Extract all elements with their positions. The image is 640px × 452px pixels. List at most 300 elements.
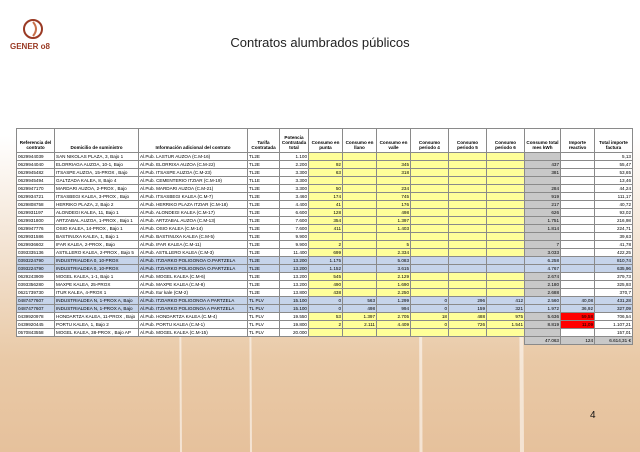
page-number: 4 — [590, 410, 596, 421]
table-cell: 345 — [377, 161, 411, 169]
table-cell: 4.409 — [377, 321, 411, 329]
table-cell: 2.180 — [525, 281, 561, 289]
table-cell: 11.400 — [280, 249, 309, 257]
table-cell: 437 — [525, 161, 561, 169]
table-cell — [487, 273, 525, 281]
table-cell: 13,46 — [595, 177, 633, 185]
total-reactivo: 124 — [561, 337, 595, 345]
column-header: Consumo periodo 4 — [411, 129, 449, 153]
table-cell: 2.674 — [525, 273, 561, 281]
column-header: Información adicional del contrato — [139, 129, 248, 153]
table-cell: 44,24 — [595, 185, 633, 193]
table-cell — [487, 185, 525, 193]
table-cell: 1.107,21 — [595, 321, 633, 329]
table-cell: Al.Pub. ASTILLERO KALEA (C.M-3) — [139, 249, 248, 257]
table-cell: 111,17 — [595, 193, 633, 201]
table-cell: 327,09 — [595, 305, 633, 313]
table-cell: 39,63 — [595, 233, 633, 241]
table-cell — [309, 233, 343, 241]
table-cell: TL2E — [248, 273, 280, 281]
table-cell: 5 — [377, 241, 411, 249]
table-cell: 994 — [377, 305, 411, 313]
table-cell — [343, 289, 377, 297]
empty-cell — [55, 337, 139, 345]
table-cell: Al.Pub. ITSASBEGI KALEA (C.M-7) — [139, 193, 248, 201]
table-cell: 563 — [343, 297, 377, 305]
table-cell: 0629947170 — [17, 185, 55, 193]
table-row — [17, 185, 633, 193]
table-cell — [487, 209, 525, 217]
table-cell — [487, 225, 525, 233]
table-cell — [343, 193, 377, 201]
table-cell: 0629947776 — [17, 225, 55, 233]
table-cell: 3.300 — [280, 169, 309, 177]
table-row — [17, 273, 633, 281]
table-cell: 5.083 — [377, 257, 411, 265]
table-cell — [561, 217, 595, 225]
table-cell: ITSASPE AUZOA, 15-PROX , Bajo — [55, 169, 139, 177]
table-cell — [561, 185, 595, 193]
table-cell — [487, 161, 525, 169]
table-cell: Al.Pub. Itur kale (CM-2) — [139, 289, 248, 297]
table-cell: 63 — [309, 169, 343, 177]
table-cell — [561, 209, 595, 217]
table-cell: INDUSTRIALDEA N, 1-PROX A, Bajo — [55, 305, 139, 313]
table-cell: 1.397 — [377, 217, 411, 225]
table-cell — [525, 329, 561, 337]
empty-cell — [377, 337, 411, 345]
table-cell: 0 — [411, 297, 449, 305]
table-cell: Al.Pub. LASTUR AUZOA (C.M-16) — [139, 153, 248, 161]
table-cell: 224,71 — [595, 225, 633, 233]
table-cell: ASTILLERO KALEA, 2-PROX , Bajo 5 — [55, 249, 139, 257]
table-cell — [561, 257, 595, 265]
table-cell — [411, 233, 449, 241]
table-cell: TL2E — [248, 233, 280, 241]
column-header: Total importe factura — [595, 129, 633, 153]
table-cell: 1.299 — [377, 297, 411, 305]
table-cell — [487, 201, 525, 209]
table-cell: 55,47 — [595, 161, 633, 169]
total-consumo: 47.063 — [525, 337, 561, 345]
table-cell: TL2E — [248, 241, 280, 249]
table-cell: 53,65 — [595, 169, 633, 177]
table-cell: 128 — [309, 209, 343, 217]
table-cell — [449, 201, 487, 209]
table-cell — [449, 153, 487, 161]
table-cell: 19.550 — [280, 313, 309, 321]
table-cell: ITSASBEGI KALEA, 3-PROX , Bajo — [55, 193, 139, 201]
table-cell — [449, 217, 487, 225]
table-cell: 13.200 — [280, 257, 309, 265]
table-cell: TL PLV — [248, 313, 280, 321]
table-row — [17, 177, 633, 185]
table-cell — [343, 249, 377, 257]
table-cell: Al.Pub. IFAR KALEA (C.M-11) — [139, 241, 248, 249]
table-cell — [487, 217, 525, 225]
table-row — [17, 329, 633, 337]
table-cell: 50 — [309, 185, 343, 193]
table-cell: OSIO KALEA, 14-PROX , Bajo 1 — [55, 225, 139, 233]
table-row — [17, 281, 633, 289]
column-header: Tarifa Contratada — [248, 129, 280, 153]
table-cell: 9.900 — [280, 241, 309, 249]
column-header: Domicilio de suministro — [55, 129, 139, 153]
table-cell: TL1E — [248, 177, 280, 185]
table-cell: 3.460 — [280, 193, 309, 201]
table-cell: MOGEL KALEA, 1-1, Bajo 1 — [55, 273, 139, 281]
table-cell — [343, 241, 377, 249]
table-cell — [377, 153, 411, 161]
table-cell: 40,72 — [595, 201, 633, 209]
table-cell: 8.819 — [525, 321, 561, 329]
table-cell: 0629931800 — [17, 217, 55, 225]
table-cell: 1.751 — [525, 217, 561, 225]
table-cell: Al.Pub. OSIO KALEA (C.M-14) — [139, 225, 248, 233]
table-cell: 2.560 — [525, 297, 561, 305]
table-row — [17, 321, 633, 329]
table-cell: 438 — [309, 289, 343, 297]
column-header: Consumo en punta — [309, 129, 343, 153]
table-cell: 41,78 — [595, 241, 633, 249]
empty-cell — [280, 337, 309, 345]
table-cell: 3.615 — [377, 265, 411, 273]
table-cell — [487, 169, 525, 177]
table-cell: 0570843558 — [17, 329, 55, 337]
table-cell: 411 — [309, 225, 343, 233]
table-cell — [561, 281, 595, 289]
table-cell — [487, 329, 525, 337]
table-cell: 810,74 — [595, 257, 633, 265]
table-cell — [487, 249, 525, 257]
table-cell — [343, 185, 377, 193]
table-cell: 975 — [487, 313, 525, 321]
table-cell: 40,08 — [561, 297, 595, 305]
table-cell: 0487477607 — [17, 305, 55, 313]
table-cell: Al.Pub. HONDARTZA KALEA (C.M-4) — [139, 313, 248, 321]
table-cell — [411, 185, 449, 193]
table-cell: 157,01 — [595, 329, 633, 337]
table-cell: 93,02 — [595, 209, 633, 217]
table-cell: 1.403 — [377, 225, 411, 233]
table-cell: 1.690 — [377, 281, 411, 289]
table-cell — [377, 233, 411, 241]
table-cell — [411, 273, 449, 281]
table-cell: 4.400 — [280, 201, 309, 209]
table-cell — [411, 249, 449, 257]
table-cell: 0 — [411, 321, 449, 329]
table-cell: TL2E — [248, 281, 280, 289]
table-cell: Al.Pub. ITZIARKO POLIGONOA O.PARTZELA — [139, 257, 248, 265]
table-cell: 13.200 — [280, 281, 309, 289]
table-cell: 0439920445 — [17, 321, 55, 329]
table-cell: 0629945482 — [17, 169, 55, 177]
table-cell: 2 — [309, 241, 343, 249]
table-cell: 284 — [525, 185, 561, 193]
table-cell: Al.Pub. ARTZABAL AUZOA (C.M-13) — [139, 217, 248, 225]
table-cell: 318 — [377, 169, 411, 177]
table-cell: 0393335136 — [17, 249, 55, 257]
column-header: Importe reactivo — [561, 129, 595, 153]
table-cell: TL PLV — [248, 329, 280, 337]
table-cell — [411, 201, 449, 209]
table-row — [17, 209, 633, 217]
table-cell: 18 — [411, 313, 449, 321]
table-cell: 1.541 — [487, 321, 525, 329]
table-row — [17, 193, 633, 201]
table-cell: MAXPE KALEA, 25-PROX — [55, 281, 139, 289]
table-cell: 3.033 — [525, 249, 561, 257]
table-cell — [449, 249, 487, 257]
table-cell: 354 — [309, 217, 343, 225]
table-cell: 1.814 — [525, 225, 561, 233]
table-cell: 5,13 — [595, 153, 633, 161]
table-cell: 0629936602 — [17, 241, 55, 249]
table-cell: 726 — [449, 321, 487, 329]
table-cell — [561, 225, 595, 233]
table-cell — [561, 169, 595, 177]
table-cell: 0629931586 — [17, 233, 55, 241]
table-cell: Al.Pub. MARDARI AUZOA (C.M-21) — [139, 185, 248, 193]
table-row — [17, 265, 633, 273]
table-cell: 6.258 — [525, 257, 561, 265]
table-cell: 36,92 — [561, 305, 595, 313]
table-row — [17, 289, 633, 297]
table-cell — [449, 329, 487, 337]
table-cell: TL2E — [248, 249, 280, 257]
contracts-table — [16, 128, 633, 345]
table-cell: 2.250 — [377, 289, 411, 297]
table-cell: 488 — [449, 313, 487, 321]
table-cell: 7.600 — [280, 217, 309, 225]
table-cell: TL2E — [248, 289, 280, 297]
table-cell — [561, 289, 595, 297]
table-cell — [343, 177, 377, 185]
table-cell — [449, 193, 487, 201]
table-cell: 0 — [309, 297, 343, 305]
table-cell — [343, 273, 377, 281]
totals-row — [17, 337, 633, 345]
table-cell — [411, 217, 449, 225]
table-cell: 381 — [525, 169, 561, 177]
table-cell — [449, 289, 487, 297]
table-cell: 217 — [525, 201, 561, 209]
page-title: Contratos alumbrados públicos — [230, 35, 410, 50]
table-cell — [561, 265, 595, 273]
table-cell: Al.Pub. BASTINUXA KALEA (C.M-5) — [139, 233, 248, 241]
table-cell — [449, 233, 487, 241]
table-cell — [411, 177, 449, 185]
table-cell: 706,54 — [595, 313, 633, 321]
table-cell: Al.Pub. MAXPE KALEA (C.M-8) — [139, 281, 248, 289]
table-cell: TL PLV — [248, 321, 280, 329]
table-cell: 0629945494 — [17, 177, 55, 185]
table-cell: 0629944040 — [17, 161, 55, 169]
table-cell — [343, 265, 377, 273]
table-cell: 2.200 — [280, 161, 309, 169]
table-cell: MARDARI AUZOA, 2-PROX , Bajo — [55, 185, 139, 193]
table-cell: 7 — [525, 241, 561, 249]
table-cell — [343, 217, 377, 225]
table-cell: 321 — [487, 305, 525, 313]
column-header: Consumo periodo 6 — [487, 129, 525, 153]
column-header: Consumo en valle — [377, 129, 411, 153]
table-cell: 431,28 — [595, 297, 633, 305]
table-cell — [561, 273, 595, 281]
table-cell — [343, 209, 377, 217]
table-cell: 0439920978 — [17, 313, 55, 321]
table-cell — [449, 241, 487, 249]
table-cell: 2.111 — [343, 321, 377, 329]
table-row — [17, 313, 633, 321]
table-cell: GALTZADA KALEA, 8, Bajo 4 — [55, 177, 139, 185]
table-cell: Al.Pub. HERRIKO PLAZA ITZIAR (C.M-18) — [139, 201, 248, 209]
table-cell: TL2E — [248, 153, 280, 161]
table-cell: INDUSTRIALDEA 0, 10-PROX — [55, 265, 139, 273]
table-cell — [487, 193, 525, 201]
table-cell: TL2E — [248, 217, 280, 225]
table-cell: 0629243909 — [17, 273, 55, 281]
table-cell — [411, 281, 449, 289]
table-cell — [487, 281, 525, 289]
table-cell: Al.Pub. ITZIARKO POLIGONOA O.PARTZELA — [139, 265, 248, 273]
table-row — [17, 233, 633, 241]
table-cell: 4.767 — [525, 265, 561, 273]
table-cell: Al.Pub. ELORRIXA AUZOA (C.M-22) — [139, 161, 248, 169]
table-cell — [309, 177, 343, 185]
table-cell: SAN NIKOLAS PLAZA, 3, Bajo 1 — [55, 153, 139, 161]
table-cell: 498 — [343, 305, 377, 313]
column-header: Potencia Contratada total — [280, 129, 309, 153]
table-cell — [411, 257, 449, 265]
table-cell — [487, 289, 525, 297]
table-cell — [309, 329, 343, 337]
table-cell: 234 — [377, 185, 411, 193]
table-cell: ELORRIAGA AUZOA, 10-1, Bajo — [55, 161, 139, 169]
table-cell: 6.600 — [280, 209, 309, 217]
table-cell: 745 — [377, 193, 411, 201]
table-cell: ALONDEGI KALEA, 11, Bajo 1 — [55, 209, 139, 217]
table-cell: 0 — [309, 305, 343, 313]
table-cell: TL2E — [248, 201, 280, 209]
table-cell — [411, 169, 449, 177]
table-cell: 919 — [525, 193, 561, 201]
table-cell: 379,73 — [595, 273, 633, 281]
table-cell: IFAR KALEA, 2-PROX , Bajo — [55, 241, 139, 249]
table-cell: TL2E — [248, 209, 280, 217]
table-cell: 0621739730 — [17, 289, 55, 297]
table-cell: 0629944039 — [17, 153, 55, 161]
table-cell — [343, 225, 377, 233]
table-cell: 159 — [449, 305, 487, 313]
table-cell — [411, 153, 449, 161]
table-cell: 296 — [449, 297, 487, 305]
table-cell: 635,96 — [595, 265, 633, 273]
table-cell: 0 — [411, 305, 449, 313]
table-cell — [449, 273, 487, 281]
table-cell — [449, 225, 487, 233]
table-cell: 626 — [525, 209, 561, 217]
table-cell: 15.100 — [280, 297, 309, 305]
table-cell: INDUSTRIALDEA 0, 10-PROX — [55, 257, 139, 265]
table-cell: Al.Pub. CEMENTERIO ITZIAR (C.M-19) — [139, 177, 248, 185]
column-header: Consumo total mes kWh — [525, 129, 561, 153]
table-cell — [449, 209, 487, 217]
table-cell: ARTZABAL AUZOA, 1-PROX , Bajo 1 — [55, 217, 139, 225]
table-cell — [561, 177, 595, 185]
table-cell: 2.129 — [377, 273, 411, 281]
table-cell — [487, 177, 525, 185]
table-cell — [411, 161, 449, 169]
table-cell — [343, 201, 377, 209]
table-cell: TL2E — [248, 225, 280, 233]
table-cell — [411, 209, 449, 217]
table-cell: HERRIKO PLAZA, 2, Bajo 2 — [55, 201, 139, 209]
table-cell: 3.300 — [280, 185, 309, 193]
table-row — [17, 217, 633, 225]
table-cell: 0487477607 — [17, 297, 55, 305]
table-cell: TL2E — [248, 257, 280, 265]
table-cell — [449, 185, 487, 193]
table-cell: 498 — [377, 209, 411, 217]
total-factura: 6.614,31 € — [595, 337, 633, 345]
table-row — [17, 305, 633, 313]
table-cell — [343, 329, 377, 337]
table-cell — [561, 329, 595, 337]
table-cell — [377, 177, 411, 185]
table-cell: TL PLV — [248, 297, 280, 305]
empty-cell — [343, 337, 377, 345]
table-cell: 422,25 — [595, 249, 633, 257]
table-cell: 53 — [309, 313, 343, 321]
table-cell — [411, 241, 449, 249]
table-cell: 92 — [309, 161, 343, 169]
table-row — [17, 169, 633, 177]
table-cell: HONDARTZA KALEA, 11-PROX , Bajo — [55, 313, 139, 321]
table-cell: 216,98 — [595, 217, 633, 225]
table-cell — [411, 289, 449, 297]
table-cell — [449, 161, 487, 169]
table-cell — [487, 241, 525, 249]
table-row — [17, 297, 633, 305]
table-cell: 1.100 — [280, 153, 309, 161]
table-cell — [411, 329, 449, 337]
table-cell: 13.200 — [280, 265, 309, 273]
table-cell: PORTU KALEA, 1, Bajo 2 — [55, 321, 139, 329]
empty-cell — [411, 337, 449, 345]
table-cell: Al.Pub. PORTU KALEA (C.M-1) — [139, 321, 248, 329]
table-cell: 174 — [309, 193, 343, 201]
table-cell — [449, 257, 487, 265]
table-cell: TL2E — [248, 169, 280, 177]
table-cell — [487, 257, 525, 265]
table-cell — [487, 233, 525, 241]
table-cell: Al.Pub. ITZIARKO POLIGONOA A PARTZELA — [139, 305, 248, 313]
table-cell — [411, 265, 449, 273]
table-cell — [561, 161, 595, 169]
table-cell — [525, 153, 561, 161]
table-cell: 0393224790 — [17, 257, 55, 265]
table-row — [17, 161, 633, 169]
table-cell — [343, 257, 377, 265]
column-header: Referencia del contrato — [17, 129, 55, 153]
table-cell: TL2E — [248, 193, 280, 201]
table-cell — [561, 193, 595, 201]
table-cell: 2.688 — [525, 289, 561, 297]
table-row — [17, 241, 633, 249]
table-row — [17, 153, 633, 161]
table-cell — [487, 153, 525, 161]
